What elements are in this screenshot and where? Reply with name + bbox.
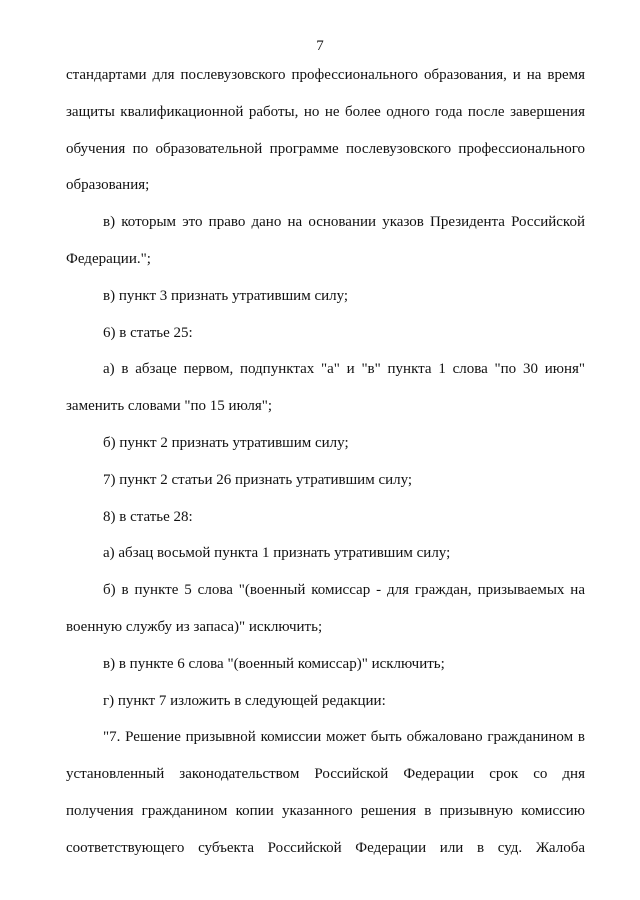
page-number: 7 — [316, 38, 324, 54]
paragraph-clause-v-article-28: в) в пункте 6 слова "(военный комиссар)" исключить; — [103, 655, 445, 672]
paragraph-clause-a-article-28: а) абзац восьмой пункта 1 признать утратившим силу; — [103, 545, 451, 562]
paragraph-clause-b-article-28: б) в пункте 5 слова "(военный комиссар - для граждан, призываемых на военную службу из запаса)" исключить; — [66, 582, 585, 635]
paragraph-clause-a-article-25: а) в абзаце первом, подпунктах "а" и "в" пункта 1 слова "по 30 июня" заменить словами "по 15 июля"; — [66, 361, 585, 415]
paragraph-clause-b-article-25: б) пункт 2 признать утратившим силу; — [103, 434, 349, 451]
paragraph-item-7-article-26: 7) пункт 2 статьи 26 признать утратившим силу; — [103, 471, 413, 488]
paragraph-clause-v-item-3: в) пункт 3 признать утратившим силу; — [103, 287, 349, 304]
paragraph-continuation: стандартами для послевузовского профессионального образования, и на время защиты квалификационной работы, но не более одного года после завершения обучения по образовательной программе послевузовского профессионального образования; — [66, 67, 585, 194]
paragraph-clause-g-article-28: г) пункт 7 изложить в следующей редакции: — [103, 692, 386, 709]
paragraph-new-item-7-text: "7. Решение призывной комиссии может быть обжаловано гражданином в установленный законодательством Российской Федерации срок со дня получения гражданином копии указанного решения в призывную комиссию соответствующего субъекта Российской Федерации или в суд. Жалоба — [66, 729, 585, 856]
paragraph-item-6-article-25: 6) в статье 25: — [103, 324, 193, 341]
paragraph-item-8-article-28: 8) в статье 28: — [103, 508, 193, 525]
paragraph-clause-v-presidential-decrees: в) которым это право дано на основании указов Президента Российской Федерации."; — [66, 214, 585, 267]
document-body — [66, 57, 585, 867]
